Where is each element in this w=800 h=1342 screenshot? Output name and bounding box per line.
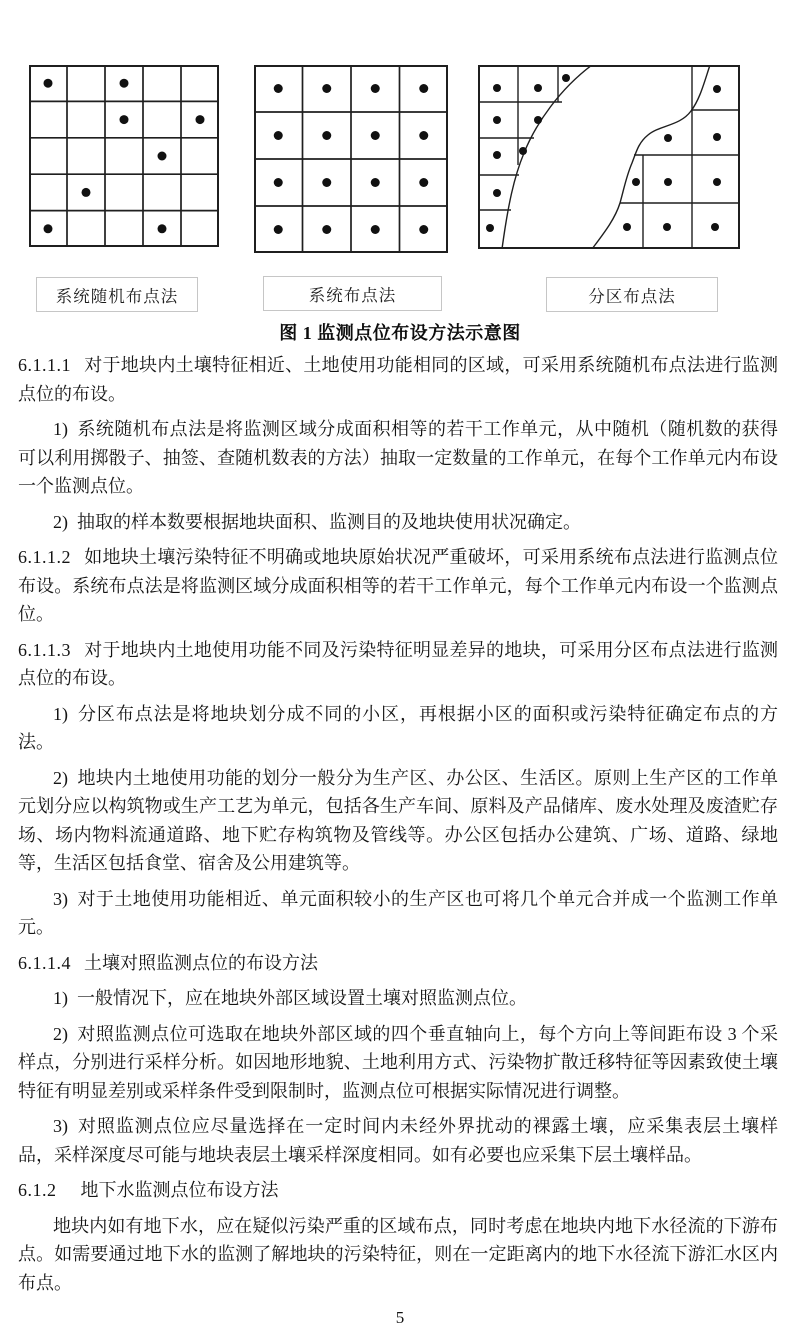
section-number: 6.1.1.3 bbox=[18, 639, 71, 660]
item-text: 地块内土地使用功能的划分一般分为生产区、办公区、生活区。原则上生产区的工作单元划分应以构筑物或生产工艺为单元，包括各生产车间、原料及产品储库、废水处理及废渣贮存场、场内物料流通道路、地下贮存构筑物及管线等。办公区包括办公建筑、广场、道路、绿地等，生活区包括食堂、宿舍及公用建筑等。 bbox=[18, 767, 778, 873]
item-number: 2) bbox=[53, 511, 68, 532]
section-text: 地下水监测点位布设方法 bbox=[80, 1180, 279, 1200]
list-item-1 bbox=[18, 700, 778, 757]
section-text: 如地块土壤污染特征不明确或地块原始状况严重破坏，可采用系统布点法进行监测点位布设。系统布点法是将监测区域分成面积相等的若干工作单元，每个工作单元内布设一个监测点位。 bbox=[18, 547, 778, 624]
section-number: 6.1.1.2 bbox=[18, 547, 71, 567]
section-text: 对于地块内土地使用功能不同及污染特征明显差异的地块，可采用分区布点法进行监测点位的布设。 bbox=[18, 639, 778, 688]
section-6111 bbox=[18, 351, 778, 408]
section-text: 对于地块内土壤特征相近、土地使用功能相同的区域，可采用系统随机布点法进行监测点位的布设。 bbox=[18, 355, 778, 404]
figure-caption: 图 1 监测点位布设方法示意图 bbox=[279, 323, 521, 343]
item-text: 一般情况下，应在地块外部区域设置土壤对照监测点位。 bbox=[77, 988, 527, 1008]
section-number: 6.1.1.4 bbox=[18, 952, 71, 973]
list-item-1 bbox=[18, 415, 778, 501]
page-number: 5 bbox=[395, 1308, 405, 1327]
diagram-zoned-layout bbox=[478, 65, 740, 249]
item-text: 系统随机布点法是将监测区域分成面积相等的若干工作单元，从中随机（随机数的获得可以利用掷骰子、抽签、查随机数表的方法）抽取一定数量的工作单元，在每个工作单元内布设一个监测点位。 bbox=[18, 419, 778, 496]
document-body bbox=[18, 351, 778, 1304]
item-number: 2) bbox=[53, 1023, 68, 1044]
item-number: 2) bbox=[53, 767, 68, 788]
item-number: 1) bbox=[53, 988, 68, 1008]
section-text: 土壤对照监测点位的布设方法 bbox=[84, 952, 318, 973]
paragraph-text: 地块内如有地下水，应在疑似污染严重的区域布点，同时考虑在地块内地下水径流的下游布点。如需要通过地下水的监测了解地块的污染特征，则在一定距离内的地下水径流下游汇水区内布点。 bbox=[18, 1215, 778, 1293]
section-number: 6.1.2 bbox=[18, 1180, 57, 1200]
list-item-2 bbox=[18, 508, 778, 537]
item-number: 1) bbox=[53, 703, 68, 724]
item-number: 3) bbox=[53, 1116, 68, 1136]
list-item-1 bbox=[18, 984, 778, 1013]
list-item-3 bbox=[18, 885, 778, 942]
item-text: 对照监测点位可选取在地块外部区域的四个垂直轴向上，每个方向上等间距布设 3 个采样点，分别进行采样分析。如因地形地貌、土地利用方式、污染物扩散迁移特征等因素致使土壤特征有明显差别或采样条件受到限制时，监测点位可根据实际情况进行调整。 bbox=[18, 1023, 778, 1101]
panel-label-systematic: 系统布点法 bbox=[263, 276, 442, 311]
item-text: 分区布点法是将地块划分成不同的小区，再根据小区的面积或污染特征确定布点的方法。 bbox=[18, 703, 778, 752]
item-text: 对于土地使用功能相近、单元面积较小的生产区也可将几个单元合并成一个监测工作单元。 bbox=[18, 888, 778, 937]
list-item-3 bbox=[18, 1112, 778, 1169]
item-number: 3) bbox=[53, 888, 68, 909]
item-text: 对照监测点位应尽量选择在一定时间内未经外界扰动的裸露土壤，应采集表层土壤样品，采样深度尽可能与地块表层土壤采样深度相同。如有必要也应采集下层土壤样品。 bbox=[18, 1116, 778, 1165]
section-6112 bbox=[18, 543, 778, 629]
list-item-2 bbox=[18, 764, 778, 878]
diagram-systematic-layout bbox=[254, 65, 448, 253]
item-number: 1) bbox=[53, 419, 68, 439]
section-number: 6.1.1.1 bbox=[18, 355, 71, 375]
section-6113 bbox=[18, 636, 778, 693]
section-612 bbox=[18, 1176, 778, 1205]
panel-label-systematic-random: 系统随机布点法 bbox=[36, 277, 198, 312]
section-6114 bbox=[18, 949, 778, 978]
panel-label-zoned: 分区布点法 bbox=[546, 277, 718, 312]
diagram-systematic-random-layout bbox=[29, 65, 219, 247]
body-paragraph bbox=[18, 1212, 778, 1298]
item-text: 抽取的样本数要根据地块面积、监测目的及地块使用状况确定。 bbox=[77, 511, 581, 532]
list-item-2 bbox=[18, 1020, 778, 1106]
